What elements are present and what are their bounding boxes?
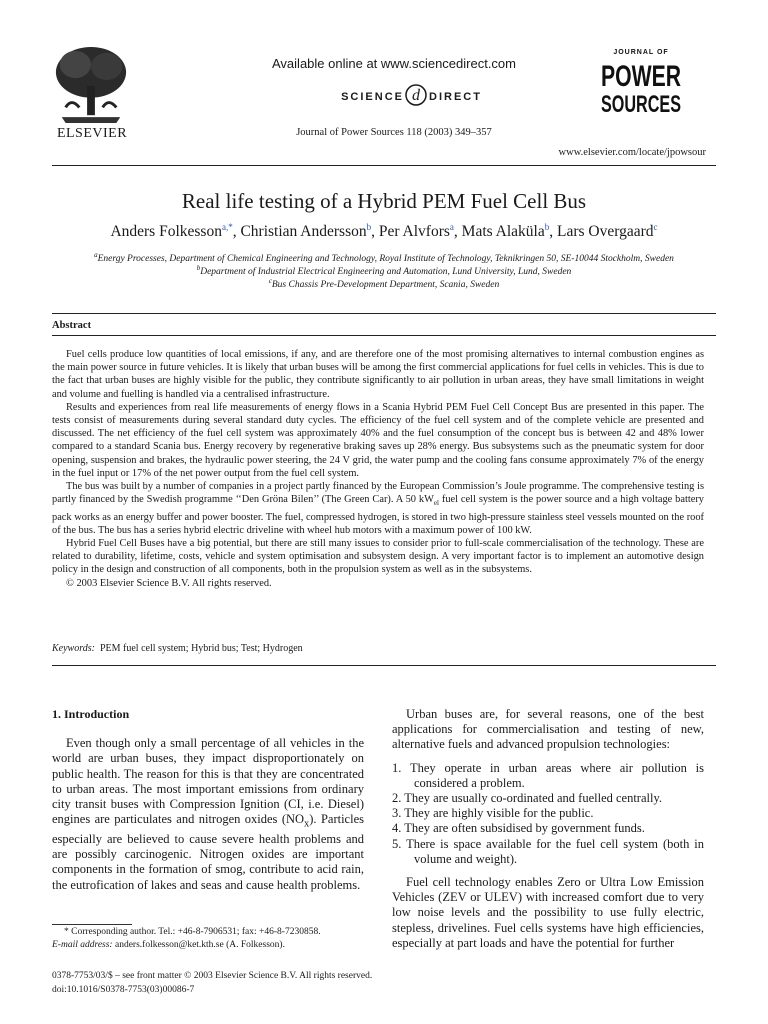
jps-sources-text: SOURCES <box>601 91 681 118</box>
affiliation <box>0 251 768 264</box>
footnote <box>52 926 364 951</box>
author-list: Anders Folkesson$^{a,*}$, Christian Andersson$^b$, Per Alvfors$^a$, Mats Alaküla$^b$, Lars Overgaard$^c$ <box>110 222 658 241</box>
sd-right-text: DIRECT <box>429 91 482 103</box>
author-name[interactable]: Mats Alaküla <box>461 223 545 241</box>
corresponding-author-note: * Corresponding author. Tel.: +46-8-7906531; fax: +46-8-7230858. <box>64 927 321 937</box>
issn-line: 0378-7753/03/$ – see front matter © 2003 Elsevier Science B.V. All rights reserved. <box>52 971 373 981</box>
list-item: 3. They are highly visible for the public. <box>392 806 594 821</box>
keywords-text: PEM fuel cell system; Hybrid bus; Test; Hydrogen <box>99 643 303 654</box>
author-name[interactable]: Christian Andersson <box>240 223 367 241</box>
sciencedirect-logo <box>292 80 532 110</box>
journal-logo <box>596 44 686 132</box>
body-text: ). Particles especially are believed to cause severe health problems and are possibly carcinogenic. Nitrogen oxides are important components in the formation of smog, contribute to acid rain, the eutrofication of lakes and seas and cause health problems. <box>52 812 364 892</box>
sd-left-text: SCIENCE <box>341 91 404 103</box>
jps-top-text: JOURNAL OF <box>613 49 669 56</box>
abstract-heading-divider <box>52 335 716 336</box>
affiliation-text: Energy Processes, Department of Chemical Engineering and Technology, Royal Institute of Technology, Teknikringen 50, SE-10044 Stockholm, Sweden <box>97 254 674 265</box>
list-item: 5. There is space available for the fuel cell system (both in volume and weight). <box>392 836 704 866</box>
copyright-notice: © 2003 Elsevier Science B.V. All rights reserved. <box>66 577 272 589</box>
section-heading: 1. Introduction <box>52 707 130 721</box>
list-item: 4. They are often subsidised by government funds. <box>392 821 645 836</box>
abstract-paragraph <box>52 480 704 537</box>
article-title: Real life testing of a Hybrid PEM Fuel Cell Bus <box>181 189 587 213</box>
abstract-paragraph: Results and experiences from real life measurements of energy flows in a Scania Hybrid PEM Fuel Cell Concept Bus are presented in this paper. The tests consist of measurements during several standard duty cycles. The efficiency of the fuel cell system and of the complete vehicle are presented and discussed. The net efficiency of the fuel cell system was approximately 40% and the fuel consumption of the concept bus is between 42 and 48% lower compared to a standard Scania bus. Energy recovery by regenerative braking saves up 28% energy. Bus subsystems such as the pneumatic system for door opening, suspension and brakes, the hydraulic power steering, the 24 V grid, the water pump and the cooling fans consume approximately 7% of the energy in the fuel input or 17% of the net power output from the fuel cell system. <box>52 401 704 479</box>
affiliation-sup: c <box>268 277 272 285</box>
affiliation-sup: a <box>94 251 98 259</box>
jps-power-text: POWER <box>601 60 682 93</box>
list-item: 1. They operate in urban areas where air pollution is considered a problem. <box>392 760 704 790</box>
subscript: x <box>304 818 310 830</box>
abstract-heading: Abstract <box>52 320 92 331</box>
abstract-body <box>52 348 704 590</box>
author-name[interactable]: Per Alvfors <box>378 223 450 241</box>
journal-reference: Journal of Power Sources 118 (2003) 349–357 <box>296 127 492 138</box>
reasons-list <box>392 761 704 867</box>
abstract-text: fuel cell system is the power source and a high voltage battery pack works as an energy buffer and power booster. The fuel, compressed hydrogen, is stored in two high-pressure stainless steel vessels mounted on the roof of the bus. The bus has a series hybrid electric driveline with wheel hub motors with a maximum power of 100 kW. <box>52 494 704 536</box>
subscript: el <box>433 499 439 508</box>
author-sup[interactable]: b <box>366 222 372 232</box>
available-online-text[interactable]: Available online at www.sciencedirect.com <box>272 56 516 71</box>
keywords-line <box>52 643 303 654</box>
body-paragraph: Fuel cell technology enables Zero or Ultra Low Emission Vehicles (ZEV or ULEV) with increased comfort due to very low noise levels and the possibility to use fully electric, stepless, drivelines. Fuel cells systems have high efficiencies, especially at part loads and have the potential for further <box>392 875 704 950</box>
email-line <box>52 939 364 952</box>
affiliation-text: Bus Chassis Pre-Development Department, Scania, Sweden <box>271 280 500 291</box>
doi-line[interactable]: doi:10.1016/S0378-7753(03)00086-7 <box>52 985 195 995</box>
imprint <box>52 969 372 997</box>
right-column <box>392 707 704 951</box>
body-text: Even though only a small percentage of all vehicles in the world are urban buses, they impact disproportionately on public health. The reason for this is that they are concentrated to urban areas. The most important emissions from ordinary city transit buses with Compression Ignition (CI, i.e. Diesel) engines are particulates and nitrogen oxides (NO <box>52 736 364 827</box>
body-paragraph: Urban buses are, for several reasons, one of the best applications for commercialisation and testing of new, alternative fuels and advanced propulsion technologies: <box>392 707 704 752</box>
affiliation <box>0 277 768 290</box>
header-divider <box>52 165 716 166</box>
footnote-divider <box>52 924 132 925</box>
abstract-text: The bus was built by a number of companies in a project partly financed by the European Commission’s Joule programme. The comprehensive testing is partly financed by the Swedish programme ‘‘Den Gröna Bilen’’ (The Green Car). A 50 kW <box>52 481 704 506</box>
publisher-name: ELSEVIER <box>56 126 128 141</box>
author-sup[interactable]: b <box>544 222 550 232</box>
list-item: 2. They are usually co-ordinated and fuelled centrally. <box>392 791 663 806</box>
abstract-paragraph: Hybrid Fuel Cell Buses have a big potential, but there are still many issues to consider prior to full-scale commercialisation of the technology. These are related to durability, lifetime, costs, vehicle and system optimisation and subsystem design. A very important factor is to implement an automotive design policy in the design and construction of all components, both in the propulsion system as well as in the subsystems. <box>52 537 704 576</box>
author-name[interactable]: Anders Folkesson <box>110 223 222 241</box>
keywords-label: Keywords: <box>52 643 95 654</box>
affiliation-text: Department of Industrial Electrical Engineering and Automation, Lund University, Lund, Sweden <box>200 267 572 278</box>
author-name[interactable]: Lars Overgaard <box>557 223 654 241</box>
email-label: E-mail address: <box>52 939 113 950</box>
abstract-paragraph: Fuel cells produce low quantities of local emissions, if any, and are therefore one of the most promising alternatives to internal combustion engines as the main power source in future vehicles. It is likely that urban buses will be among the first commercial applications for fuel cells in vehicles. This is due to the fact that urban buses are highly visible for the public, they contribute significantly to air pollution in urban areas, they have small limitations in weight and volume and fuelling is handled via a centralised infrastructure. <box>52 349 704 400</box>
svg-text:d: d <box>412 87 420 104</box>
journal-url-link[interactable]: www.elsevier.com/locate/jpowsour <box>558 147 706 158</box>
author-sup[interactable]: a <box>449 222 454 232</box>
body-paragraph <box>52 736 364 893</box>
author-sup[interactable]: a,* <box>221 222 233 232</box>
abstract-bottom-divider <box>52 665 716 666</box>
email-address[interactable]: anders.folkesson@ket.kth.se (A. Folkesson). <box>112 939 285 950</box>
affiliation <box>0 264 768 277</box>
author-sup[interactable]: c <box>653 222 658 232</box>
left-column <box>52 707 364 893</box>
abstract-top-divider <box>52 313 716 314</box>
affiliation-sup: b <box>196 264 201 272</box>
tree-icon <box>52 42 130 126</box>
